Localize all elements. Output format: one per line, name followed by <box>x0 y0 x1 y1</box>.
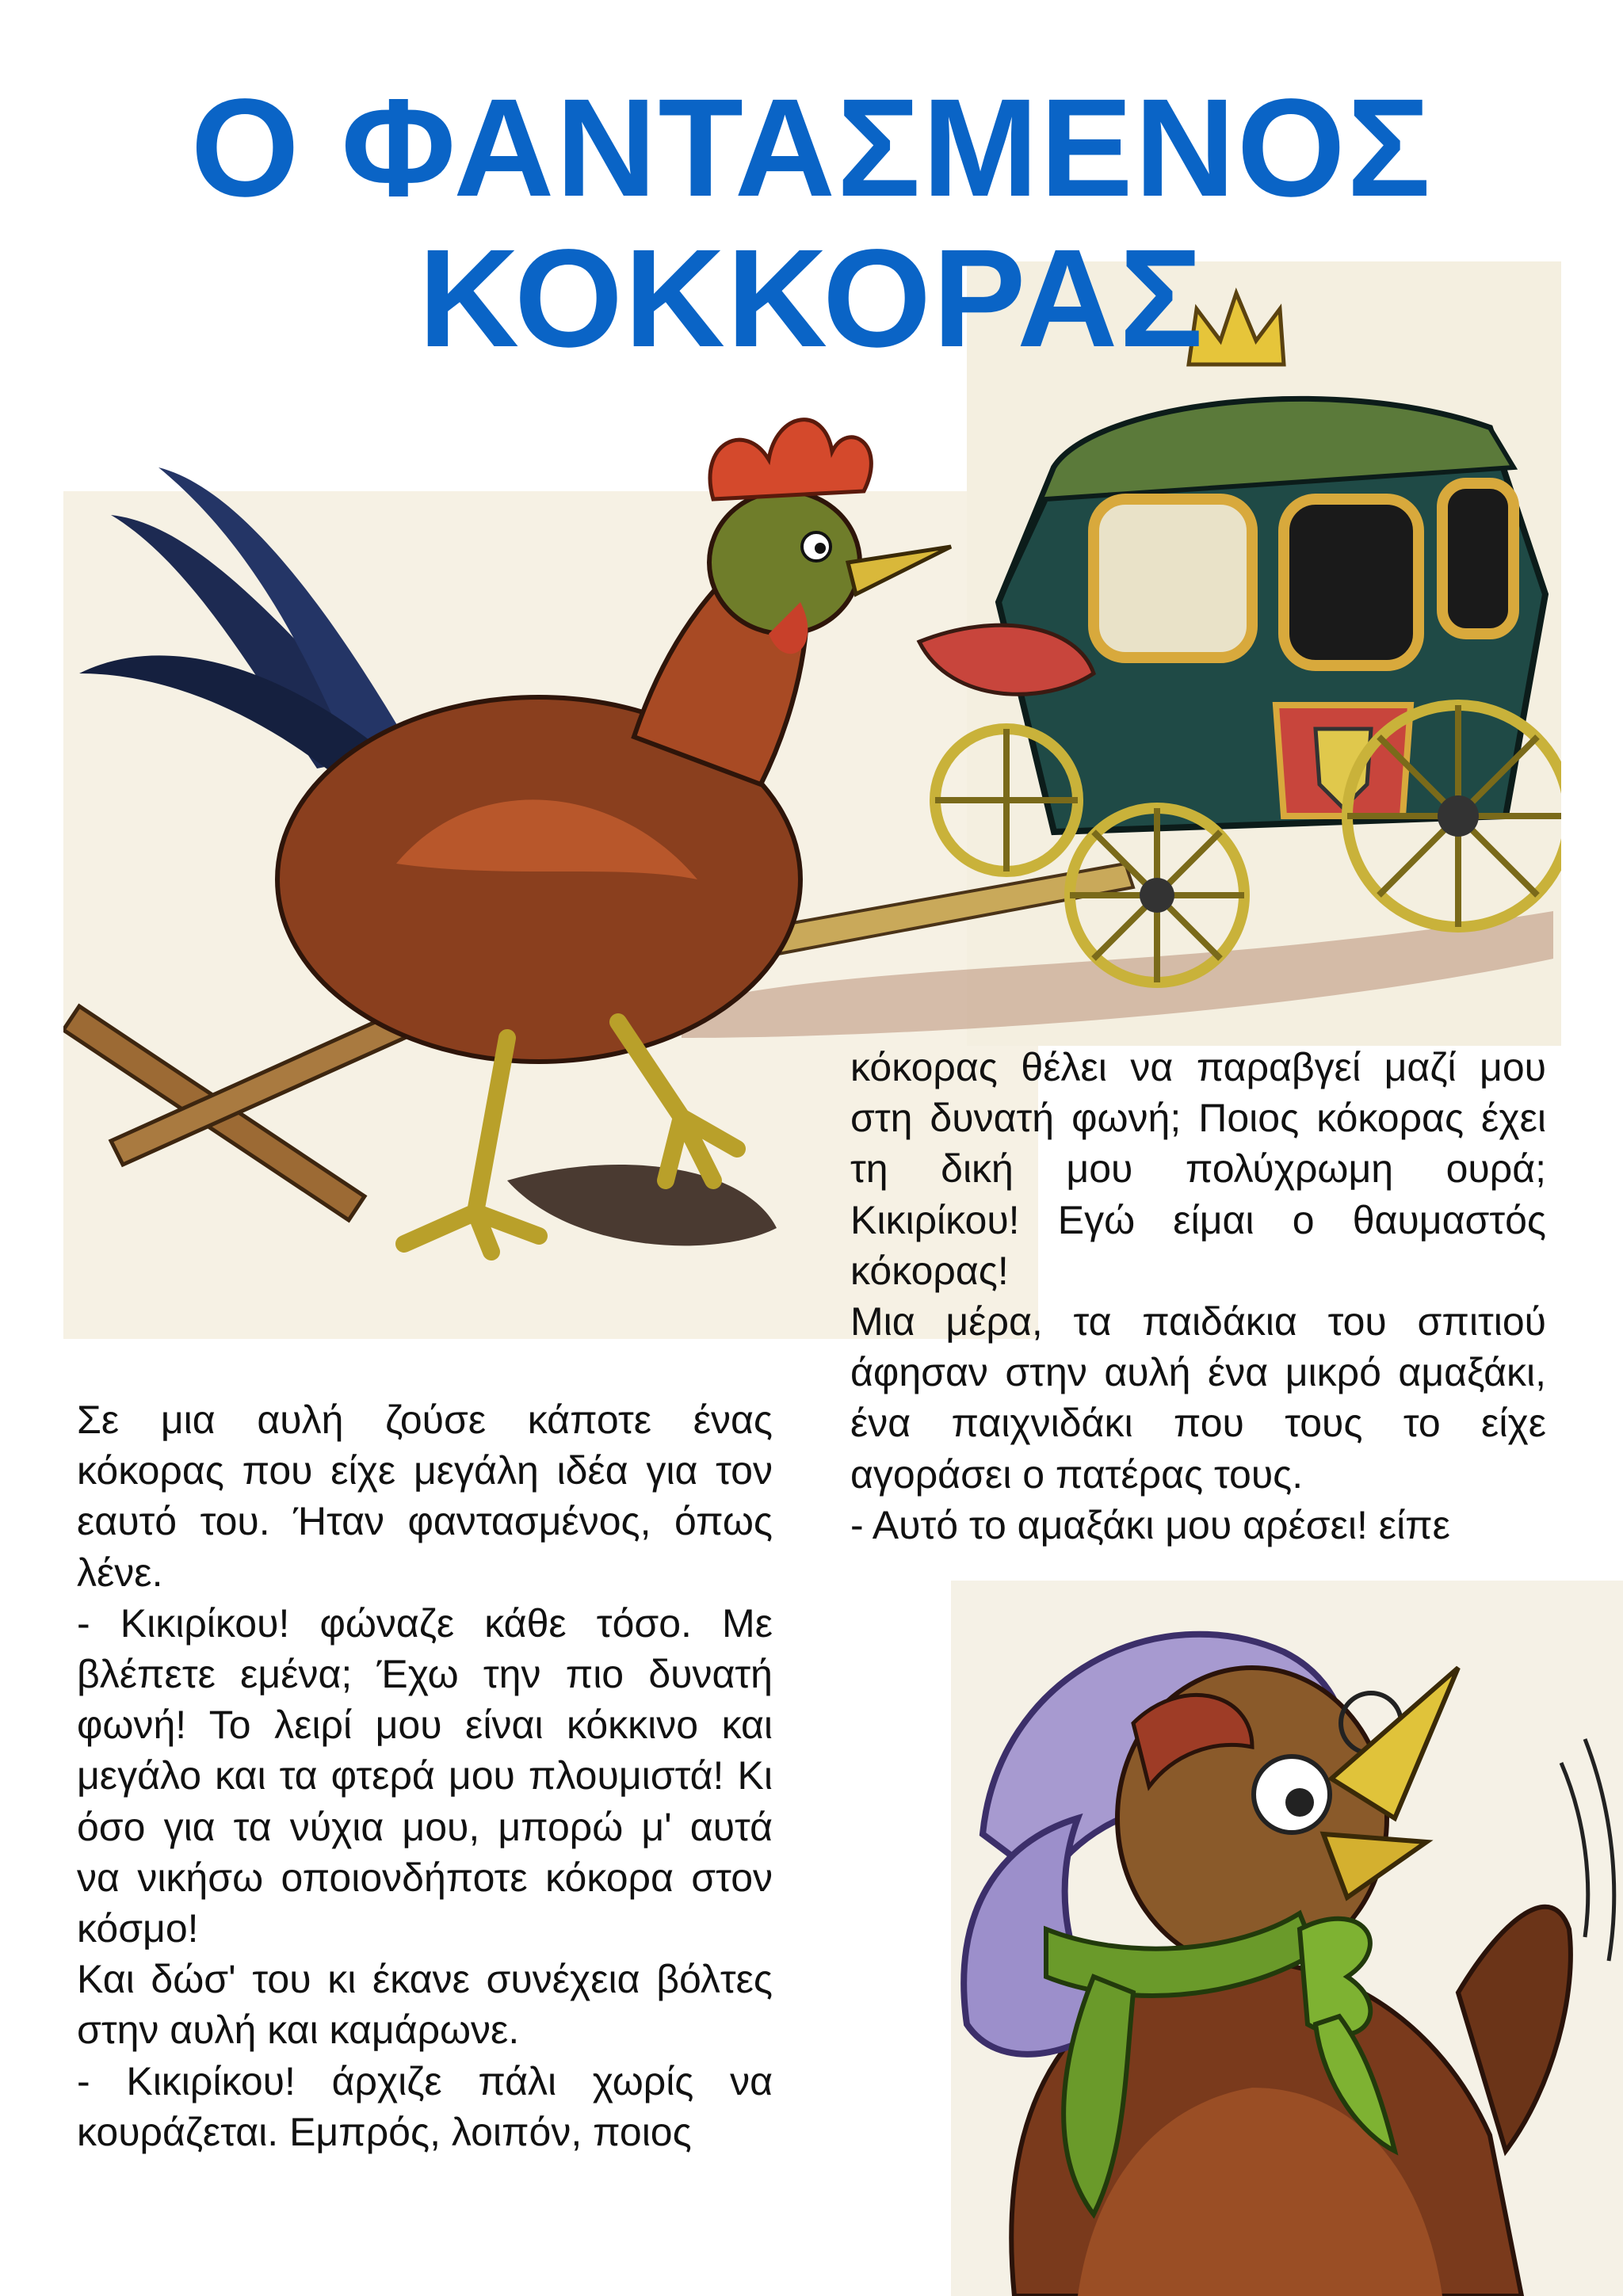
right-text-column <box>850 1042 1546 1550</box>
left-text-column <box>77 1394 773 2157</box>
left-paragraph-4: - Κικιρίκου! άρχιζε πάλι χωρίς να κουράζεται. Εμπρός, λοιπόν, ποιος <box>77 2058 773 2154</box>
right-paragraph-2: Μια μέρα, τα παιδάκια του σπιτιού άφησαν στην αυλή ένα μικρό αμαξάκι, ένα παιχνιδάκι που τους το είχε αγοράσει ο πατέρας τους. <box>850 1299 1546 1497</box>
hen-bonnet-illustration <box>951 1581 1623 2296</box>
title-line-1: Ο ΦΑΝΤΑΣΜΕΝΟΣ <box>190 71 1433 226</box>
left-paragraph-3: Και δώσ' του κι έκανε συνέχεια βόλτες στην αυλή και καμάρωνε. <box>77 1957 773 2053</box>
hen-icon <box>951 1581 1623 2296</box>
right-paragraph-1: κόκορας θέλει να παραβγεί μαζί μου στη δυνατή φωνή; Ποιος κόκορας έχει τη δική μου πολύχρωμη ουρά; Κικιρίκου! Εγώ είμαι ο θαυμαστός κόκορας! <box>850 1045 1546 1293</box>
title-line-2: ΚΟΚΚΟΡΑΣ <box>418 221 1205 376</box>
page-title <box>0 73 1623 374</box>
left-paragraph-1: Σε μια αυλή ζούσε κάποτε ένας κόκορας που είχε μεγάλη ιδέα για τον εαυτό του. Ήταν φαντασμένος, όπως λένε. <box>77 1398 773 1595</box>
right-paragraph-3: - Αυτό το αμαξάκι μου αρέσει! είπε <box>850 1502 1450 1547</box>
left-paragraph-2: - Κικιρίκου! φώναζε κάθε τόσο. Με βλέπετε εμένα; Έχω την πιο δυνατή φωνή! Το λειρί μου είναι κόκκινο και μεγάλο και τα φτερά μου πλουμιστά! Κι όσο για τα νύχια μου, μπορώ μ' αυτά να νικήσω οποιονδήποτε κόκορα στον κόσμο! <box>77 1600 773 1951</box>
